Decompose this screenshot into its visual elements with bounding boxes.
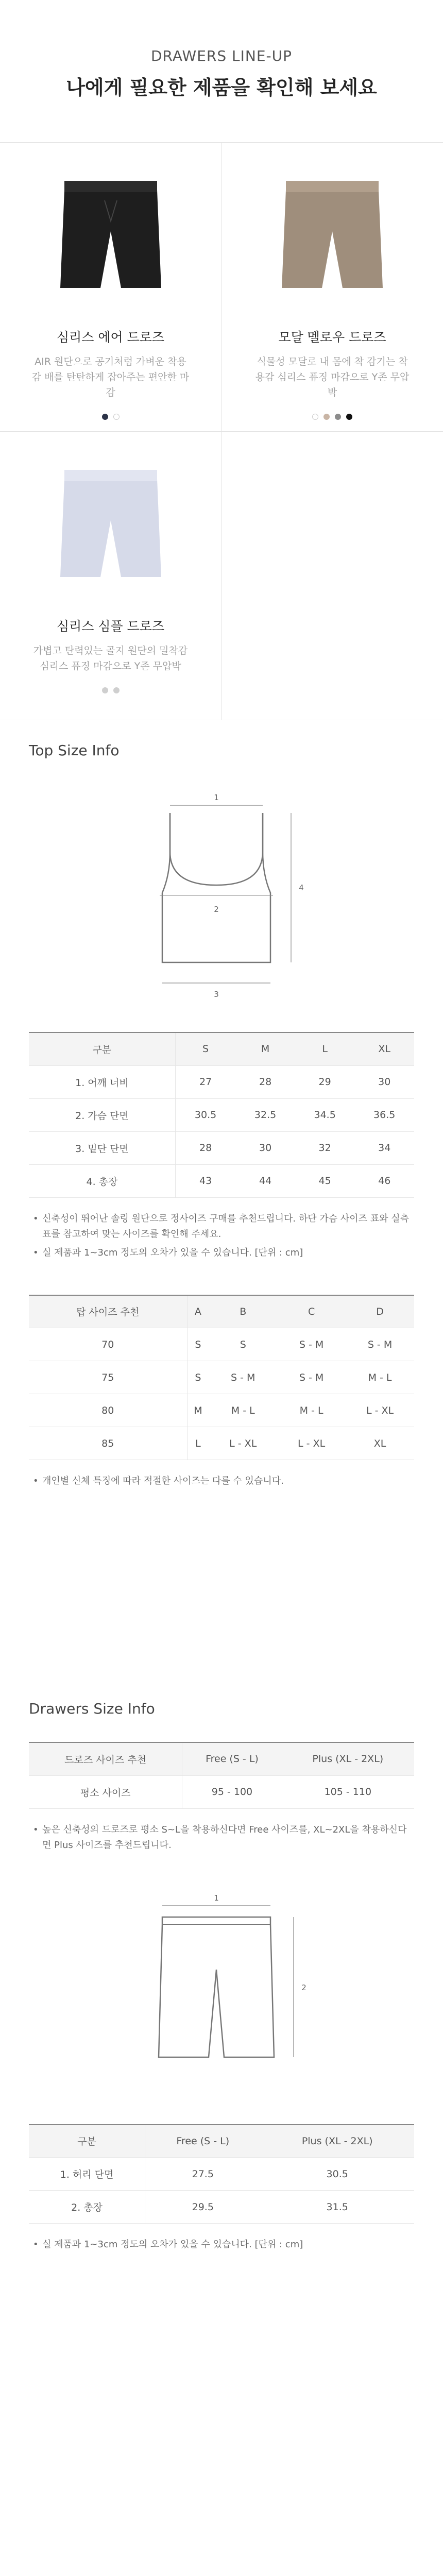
table-cell: M - L: [209, 1394, 277, 1427]
top-size-section: [0, 742, 443, 1489]
table-cell: S: [209, 1328, 277, 1361]
color-swatches: [222, 414, 443, 420]
col-header: M: [235, 1032, 295, 1065]
color-swatches: [0, 414, 221, 420]
product-card-empty: [222, 432, 443, 720]
drawers-size-section: [0, 1700, 443, 2252]
table-row: [29, 1775, 414, 1808]
table-cell: 27.5: [145, 2158, 261, 2191]
note-text: • 실 제품과 1~3cm 정도의 오차가 있을 수 있습니다. [단위 : cm]: [33, 2237, 414, 2252]
table-cell: L: [187, 1427, 209, 1460]
col-header: Plus (XL - 2XL): [282, 1742, 414, 1775]
product-desc: 가볍고 탄력있는 골지 원단의 밀착감 심리스 퓨징 마감으로 Y존 무압박: [33, 645, 188, 672]
table-cell: 27: [175, 1065, 235, 1098]
row-label: 80: [29, 1394, 187, 1427]
swatch-black[interactable]: [346, 414, 352, 420]
table-cell: 31.5: [260, 2191, 414, 2224]
table-row: [29, 1098, 414, 1131]
col-header: C: [277, 1295, 346, 1328]
product-card-modal[interactable]: [222, 143, 443, 431]
table-row: [29, 1131, 414, 1164]
product-lineup: [0, 142, 443, 720]
note-text: • 높은 신축성의 드로즈로 평소 S~L을 착용하신다면 Free 사이즈를, XL~2XL을 착용하신다면 Plus 사이즈를 추천드립니다.: [33, 1822, 414, 1853]
swatch-navy[interactable]: [102, 414, 108, 420]
product-name: 심리스 에어 드로즈: [56, 330, 165, 345]
product-name: 모달 멜로우 드로즈: [278, 330, 386, 345]
table-cell: 43: [175, 1164, 235, 1197]
table-cell: 44: [235, 1164, 295, 1197]
dim-label-2: 2: [301, 1982, 306, 1992]
table-row: [29, 2158, 414, 2191]
table-cell: M - L: [346, 1361, 414, 1394]
top-size-table: [29, 1032, 414, 1198]
drawers-size-notes: [0, 2237, 443, 2252]
table-row: [29, 1328, 414, 1361]
row-label: 75: [29, 1361, 187, 1394]
col-header: D: [346, 1295, 414, 1328]
row-label: 2. 가슴 단면: [29, 1098, 175, 1131]
product-desc: AIR 원단으로 공기처럼 가벼운 착용감 배를 탄탄하게 잡아주는 편안한 마감: [31, 356, 190, 398]
table-cell: 32: [295, 1131, 355, 1164]
swatch-gray[interactable]: [335, 414, 341, 420]
dim-label-2: 2: [214, 905, 219, 914]
row-label: 3. 밑단 단면: [29, 1131, 175, 1164]
table-cell: 45: [295, 1164, 355, 1197]
table-cell: S - M: [277, 1328, 346, 1361]
table-cell: 30.5: [260, 2158, 414, 2191]
table-cell: M: [187, 1394, 209, 1427]
product-name: 심리스 심플 드로즈: [56, 619, 165, 634]
col-header: Free (S - L): [145, 2125, 261, 2158]
row-label: 4. 총장: [29, 1164, 175, 1197]
dim-label-3: 3: [214, 990, 219, 999]
swatch-white[interactable]: [312, 414, 318, 420]
product-desc: 식물성 모달로 내 몸에 착 감기는 착용감 심리스 퓨징 마감으로 Y존 무압박: [255, 356, 410, 398]
table-cell: 30: [354, 1065, 414, 1098]
table-cell: L - XL: [346, 1394, 414, 1427]
table-cell: 105 - 110: [282, 1775, 414, 1808]
table-row: [29, 2191, 414, 2224]
drawers-recommend-table: [29, 1742, 414, 1809]
table-cell: M - L: [277, 1394, 346, 1427]
col-header: 구분: [29, 2125, 145, 2158]
page-headline: 나에게 필요한 제품을 확인해 보세요: [66, 76, 377, 99]
col-header: A: [187, 1295, 209, 1328]
table-cell: 30: [235, 1131, 295, 1164]
product-card-air[interactable]: [0, 143, 222, 431]
col-header: 드로즈 사이즈 추천: [29, 1742, 182, 1775]
table-cell: 34.5: [295, 1098, 355, 1131]
col-header: Plus (XL - 2XL): [260, 2125, 414, 2158]
dim-label-4: 4: [299, 883, 304, 892]
table-cell: L - XL: [277, 1427, 346, 1460]
color-swatches: [0, 687, 221, 693]
row-label: 85: [29, 1427, 187, 1460]
swatch-beige[interactable]: [323, 414, 330, 420]
dim-label-1: 1: [214, 793, 219, 802]
product-card-simple[interactable]: [0, 432, 222, 720]
table-row: [29, 1394, 414, 1427]
section-title: Drawers Size Info: [29, 1700, 155, 1717]
table-cell: 28: [175, 1131, 235, 1164]
table-cell: 32.5: [235, 1098, 295, 1131]
table-cell: 30.5: [175, 1098, 235, 1131]
product-image-modal: [265, 170, 399, 303]
table-cell: 46: [354, 1164, 414, 1197]
table-cell: 95 - 100: [182, 1775, 282, 1808]
row-label: 70: [29, 1328, 187, 1361]
page-header: [0, 0, 443, 142]
table-cell: 36.5: [354, 1098, 414, 1131]
table-cell: S: [187, 1361, 209, 1394]
col-header: S: [175, 1032, 235, 1065]
table-row: [29, 1427, 414, 1460]
lineup-eyebrow: DRAWERS LINE-UP: [151, 47, 292, 64]
table-cell: S - M: [277, 1361, 346, 1394]
col-header: Free (S - L): [182, 1742, 282, 1775]
top-recommend-notes: [0, 1473, 443, 1489]
table-cell: S - M: [209, 1361, 277, 1394]
row-label: 1. 어깨 너비: [29, 1065, 175, 1098]
top-size-notes: [0, 1211, 443, 1261]
col-header: XL: [354, 1032, 414, 1065]
swatch-light-gray[interactable]: [113, 687, 120, 693]
swatch-white[interactable]: [113, 414, 120, 420]
section-title: Top Size Info: [29, 742, 120, 759]
product-image-air: [44, 170, 178, 303]
table-row: [29, 1361, 414, 1394]
drawers-size-table: [29, 2124, 414, 2224]
table-row: [29, 1164, 414, 1197]
col-header: B: [209, 1295, 277, 1328]
table-row: [29, 1065, 414, 1098]
table-cell: S - M: [346, 1328, 414, 1361]
row-label: 2. 총장: [29, 2191, 145, 2224]
table-cell: S: [187, 1328, 209, 1361]
dim-label-1: 1: [214, 1893, 219, 1903]
table-cell: 29: [295, 1065, 355, 1098]
product-image-simple: [44, 459, 178, 592]
note-text: • 신축성이 뛰어난 솔링 원단으로 정사이즈 구매를 추천드립니다. 하단 가슴 사이즈 표와 실측표를 참고하여 맞는 사이즈를 확인해 주세요.: [33, 1211, 414, 1242]
table-cell: XL: [346, 1427, 414, 1460]
table-cell: 28: [235, 1065, 295, 1098]
col-header: 구분: [29, 1032, 175, 1065]
top-size-recommend-table: [29, 1295, 414, 1461]
row-label: 1. 허리 단면: [29, 2158, 145, 2191]
col-header: L: [295, 1032, 355, 1065]
drawers-size-diagram: [113, 1887, 330, 2104]
col-header: 탑 사이즈 추천: [29, 1295, 187, 1328]
drawers-recommend-notes: [0, 1822, 443, 1853]
top-size-diagram: [113, 785, 330, 1001]
swatch-light-gray[interactable]: [102, 687, 108, 693]
table-cell: 34: [354, 1131, 414, 1164]
note-text: • 실 제품과 1~3cm 정도의 오차가 있을 수 있습니다. [단위 : cm]: [33, 1245, 414, 1261]
note-text: • 개인별 신체 특징에 따라 적절한 사이즈는 다를 수 있습니다.: [33, 1473, 414, 1489]
row-label: 평소 사이즈: [29, 1775, 182, 1808]
table-cell: 29.5: [145, 2191, 261, 2224]
table-cell: L - XL: [209, 1427, 277, 1460]
